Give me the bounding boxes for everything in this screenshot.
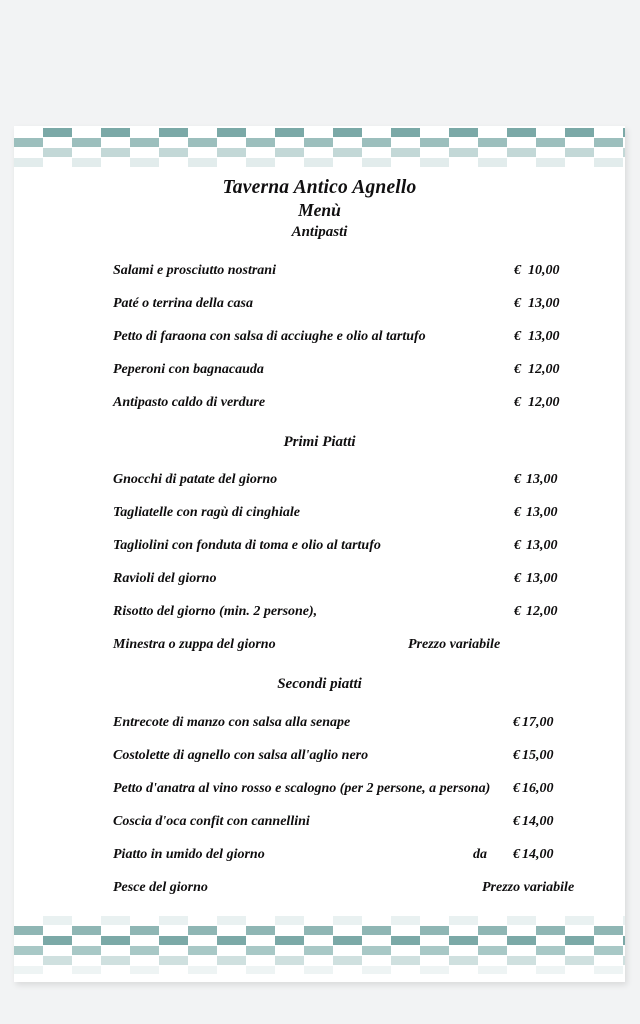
checker-cell <box>362 966 391 974</box>
currency-symbol: € <box>513 846 520 862</box>
checker-cell <box>478 926 507 935</box>
checker-cell <box>43 128 72 137</box>
currency-symbol: € <box>514 295 521 311</box>
price-amount: 14,00 <box>522 813 554 829</box>
checker-cell <box>333 128 362 137</box>
checker-cell <box>623 128 625 137</box>
menu-item-name: Petto di faraona con salsa di acciughe e olio al tartufo <box>113 328 426 344</box>
checker-cell <box>130 138 159 147</box>
menu-item-row <box>14 529 625 562</box>
checker-cell <box>449 916 478 925</box>
checker-cell <box>362 158 391 167</box>
checker-row <box>14 158 625 168</box>
price-amount: 17,00 <box>522 714 554 730</box>
checker-cell <box>391 128 420 137</box>
menu-item-row <box>14 386 625 419</box>
checker-cell <box>507 936 536 945</box>
section-items-antipasti <box>14 254 625 419</box>
currency-symbol: € <box>513 780 520 796</box>
checker-row <box>14 128 625 138</box>
checker-row <box>14 926 625 936</box>
checker-cell <box>246 966 275 974</box>
checker-cell <box>275 148 304 157</box>
menu-item-price-prefix: da <box>473 846 487 862</box>
menu-item-name: Antipasto caldo di verdure <box>113 394 266 410</box>
menu-item-name: Pesce del giorno <box>113 879 208 895</box>
menu-item-name: Salami e prosciutto nostrani <box>113 262 276 278</box>
currency-symbol: € <box>514 505 521 521</box>
currency-symbol: € <box>513 714 520 730</box>
menu-item-row <box>14 595 625 628</box>
menu-item-row <box>14 739 625 772</box>
checker-cell <box>14 966 43 974</box>
checker-cell <box>304 138 333 147</box>
checker-cell <box>246 926 275 935</box>
checker-cell <box>275 936 304 945</box>
checker-cell <box>333 936 362 945</box>
menu-item-price: Prezzo variabile <box>482 879 575 895</box>
checker-cell <box>159 936 188 945</box>
checker-cell <box>333 956 362 965</box>
checker-row <box>14 946 625 956</box>
menu-item-name: Entrecote di manzo con salsa alla senape <box>113 714 351 730</box>
checker-cell <box>478 946 507 955</box>
checker-cell <box>565 916 594 925</box>
checker-cell <box>565 936 594 945</box>
decorative-checker-border-bottom <box>14 916 625 974</box>
checker-cell <box>275 916 304 925</box>
menu-item-price <box>514 463 558 496</box>
checker-row <box>14 916 625 926</box>
currency-symbol: € <box>514 328 521 344</box>
section-heading-primi: Primi Piatti <box>283 433 356 450</box>
checker-cell <box>449 148 478 157</box>
checker-cell <box>565 148 594 157</box>
checker-cell <box>304 926 333 935</box>
checker-cell <box>420 138 449 147</box>
checker-cell <box>536 138 565 147</box>
checker-cell <box>594 926 623 935</box>
checker-row <box>14 966 625 974</box>
checker-cell <box>130 926 159 935</box>
checker-cell <box>130 158 159 167</box>
menu-item-name: Gnocchi di patate del giorno <box>113 472 278 488</box>
checker-cell <box>72 138 101 147</box>
checker-cell <box>449 128 478 137</box>
menu-item-name: Coscia d'oca confit con cannellini <box>113 813 310 829</box>
price-amount: 12,00 <box>528 394 560 410</box>
checker-cell <box>275 956 304 965</box>
checker-cell <box>101 148 130 157</box>
menu-content <box>14 170 625 904</box>
checker-cell <box>43 148 72 157</box>
decorative-checker-border-top <box>14 128 625 170</box>
currency-symbol: € <box>514 604 521 620</box>
menu-item-row <box>14 805 625 838</box>
price-amount: 10,00 <box>528 262 560 278</box>
menu-item-price <box>513 772 554 805</box>
menu-item-name: Piatto in umido del giorno <box>113 846 265 862</box>
checker-cell <box>536 158 565 167</box>
menu-header <box>14 176 625 223</box>
section-heading-secondi: Secondi piatti <box>277 676 362 693</box>
menu-item-name: Minestra o zuppa del giorno <box>113 637 276 653</box>
checker-row <box>14 138 625 148</box>
checker-cell <box>362 946 391 955</box>
checker-cell <box>449 956 478 965</box>
section-heading-antipasti: Antipasti <box>291 224 348 241</box>
checker-cell <box>536 946 565 955</box>
menu-item-row <box>14 254 625 287</box>
checker-cell <box>217 956 246 965</box>
menu-item-price <box>513 706 554 739</box>
checker-cell <box>304 966 333 974</box>
menu-item-price <box>514 287 560 320</box>
price-amount: 12,00 <box>528 361 560 377</box>
checker-cell <box>72 966 101 974</box>
menu-item-price <box>513 739 554 772</box>
menu-item-name: Peperoni con bagnacauda <box>113 361 264 377</box>
checker-cell <box>304 158 333 167</box>
menu-item-price <box>514 386 560 419</box>
checker-cell <box>188 946 217 955</box>
checker-cell <box>594 946 623 955</box>
checker-cell <box>275 128 304 137</box>
menu-item-price <box>514 353 560 386</box>
section-items-secondi <box>14 706 625 904</box>
price-amount: 13,00 <box>528 295 560 311</box>
checker-cell <box>14 158 43 167</box>
checker-cell <box>101 956 130 965</box>
checker-cell <box>623 936 625 945</box>
checker-cell <box>72 926 101 935</box>
menu-item-price <box>514 595 558 628</box>
checker-cell <box>594 158 623 167</box>
menu-item-price <box>514 496 558 529</box>
checker-cell <box>391 916 420 925</box>
checker-cell <box>565 128 594 137</box>
menu-item-row <box>14 562 625 595</box>
checker-row <box>14 956 625 966</box>
checker-cell <box>14 138 43 147</box>
checker-cell <box>362 926 391 935</box>
menu-item-row <box>14 706 625 739</box>
menu-item-price: Prezzo variabile <box>408 637 501 653</box>
price-amount: 13,00 <box>528 328 560 344</box>
menu-item-name: Petto d'anatra al vino rosso e scalogno (per 2 persone, a persona) <box>113 780 491 796</box>
checker-cell <box>420 966 449 974</box>
price-amount: 16,00 <box>522 780 554 796</box>
menu-item-price <box>513 838 554 871</box>
menu-item-row <box>14 628 625 661</box>
checker-cell <box>43 936 72 945</box>
checker-cell <box>304 946 333 955</box>
currency-symbol: € <box>513 813 520 829</box>
checker-cell <box>130 946 159 955</box>
checker-cell <box>101 128 130 137</box>
currency-symbol: € <box>514 571 521 587</box>
checker-cell <box>159 916 188 925</box>
price-amount: 13,00 <box>526 505 558 521</box>
checker-cell <box>246 158 275 167</box>
checker-cell <box>507 148 536 157</box>
checker-cell <box>159 128 188 137</box>
checker-cell <box>246 138 275 147</box>
price-amount: 13,00 <box>526 538 558 554</box>
section-items-primi <box>14 463 625 661</box>
checker-cell <box>478 158 507 167</box>
checker-cell <box>188 926 217 935</box>
checker-cell <box>623 916 625 925</box>
menu-item-row <box>14 320 625 353</box>
currency-symbol: € <box>514 262 521 278</box>
menu-item-name: Tagliatelle con ragù di cinghiale <box>113 505 300 521</box>
checker-cell <box>565 956 594 965</box>
menu-item-row <box>14 463 625 496</box>
menu-item-name: Costolette di agnello con salsa all'aglio nero <box>113 747 369 763</box>
checker-cell <box>159 148 188 157</box>
checker-cell <box>391 956 420 965</box>
checker-cell <box>217 916 246 925</box>
currency-symbol: € <box>514 394 521 410</box>
checker-cell <box>449 936 478 945</box>
currency-symbol: € <box>514 361 521 377</box>
checker-cell <box>623 148 625 157</box>
checker-cell <box>159 956 188 965</box>
restaurant-name: Taverna Antico Agnello <box>222 177 417 198</box>
menu-item-name: Risotto del giorno (min. 2 persone), <box>113 604 318 620</box>
checker-cell <box>478 138 507 147</box>
checker-cell <box>246 946 275 955</box>
menu-item-row <box>14 353 625 386</box>
menu-item-price <box>514 320 560 353</box>
menu-item-price <box>514 254 560 287</box>
checker-cell <box>420 158 449 167</box>
price-amount: 15,00 <box>522 747 554 763</box>
price-amount: 13,00 <box>526 571 558 587</box>
checker-cell <box>217 148 246 157</box>
checker-cell <box>217 936 246 945</box>
menu-page <box>14 126 625 982</box>
currency-symbol: € <box>514 538 521 554</box>
menu-item-price <box>513 805 554 838</box>
checker-cell <box>594 138 623 147</box>
menu-item-name: Tagliolini con fonduta di toma e olio al tartufo <box>113 538 381 554</box>
checker-cell <box>507 128 536 137</box>
menu-item-row <box>14 772 625 805</box>
price-amount: 14,00 <box>522 846 554 862</box>
menu-item-price <box>514 562 558 595</box>
checker-cell <box>507 956 536 965</box>
checker-cell <box>391 936 420 945</box>
checker-cell <box>101 936 130 945</box>
menu-item-row <box>14 871 625 904</box>
checker-cell <box>594 966 623 974</box>
checker-cell <box>478 966 507 974</box>
menu-word: Menù <box>298 200 341 221</box>
checker-cell <box>188 966 217 974</box>
checker-cell <box>14 926 43 935</box>
checker-cell <box>14 946 43 955</box>
checker-cell <box>623 956 625 965</box>
checker-cell <box>101 916 130 925</box>
checker-cell <box>188 138 217 147</box>
checker-row <box>14 936 625 946</box>
checker-cell <box>420 946 449 955</box>
checker-row <box>14 148 625 158</box>
checker-cell <box>362 138 391 147</box>
checker-cell <box>217 128 246 137</box>
checker-cell <box>420 926 449 935</box>
menu-item-row <box>14 287 625 320</box>
checker-cell <box>536 926 565 935</box>
checker-cell <box>43 956 72 965</box>
menu-item-row <box>14 838 625 871</box>
menu-item-name: Paté o terrina della casa <box>113 295 253 311</box>
price-amount: 12,00 <box>526 604 558 620</box>
checker-cell <box>536 966 565 974</box>
checker-cell <box>130 966 159 974</box>
menu-item-price <box>514 529 558 562</box>
price-amount: 13,00 <box>526 472 558 488</box>
menu-item-name: Ravioli del giorno <box>113 571 217 587</box>
checker-cell <box>333 148 362 157</box>
checker-cell <box>391 148 420 157</box>
checker-cell <box>333 916 362 925</box>
checker-cell <box>507 916 536 925</box>
checker-cell <box>188 158 217 167</box>
currency-symbol: € <box>514 472 521 488</box>
menu-sections <box>14 223 625 904</box>
checker-cell <box>72 946 101 955</box>
menu-item-row <box>14 496 625 529</box>
checker-cell <box>72 158 101 167</box>
currency-symbol: € <box>513 747 520 763</box>
checker-cell <box>43 916 72 925</box>
